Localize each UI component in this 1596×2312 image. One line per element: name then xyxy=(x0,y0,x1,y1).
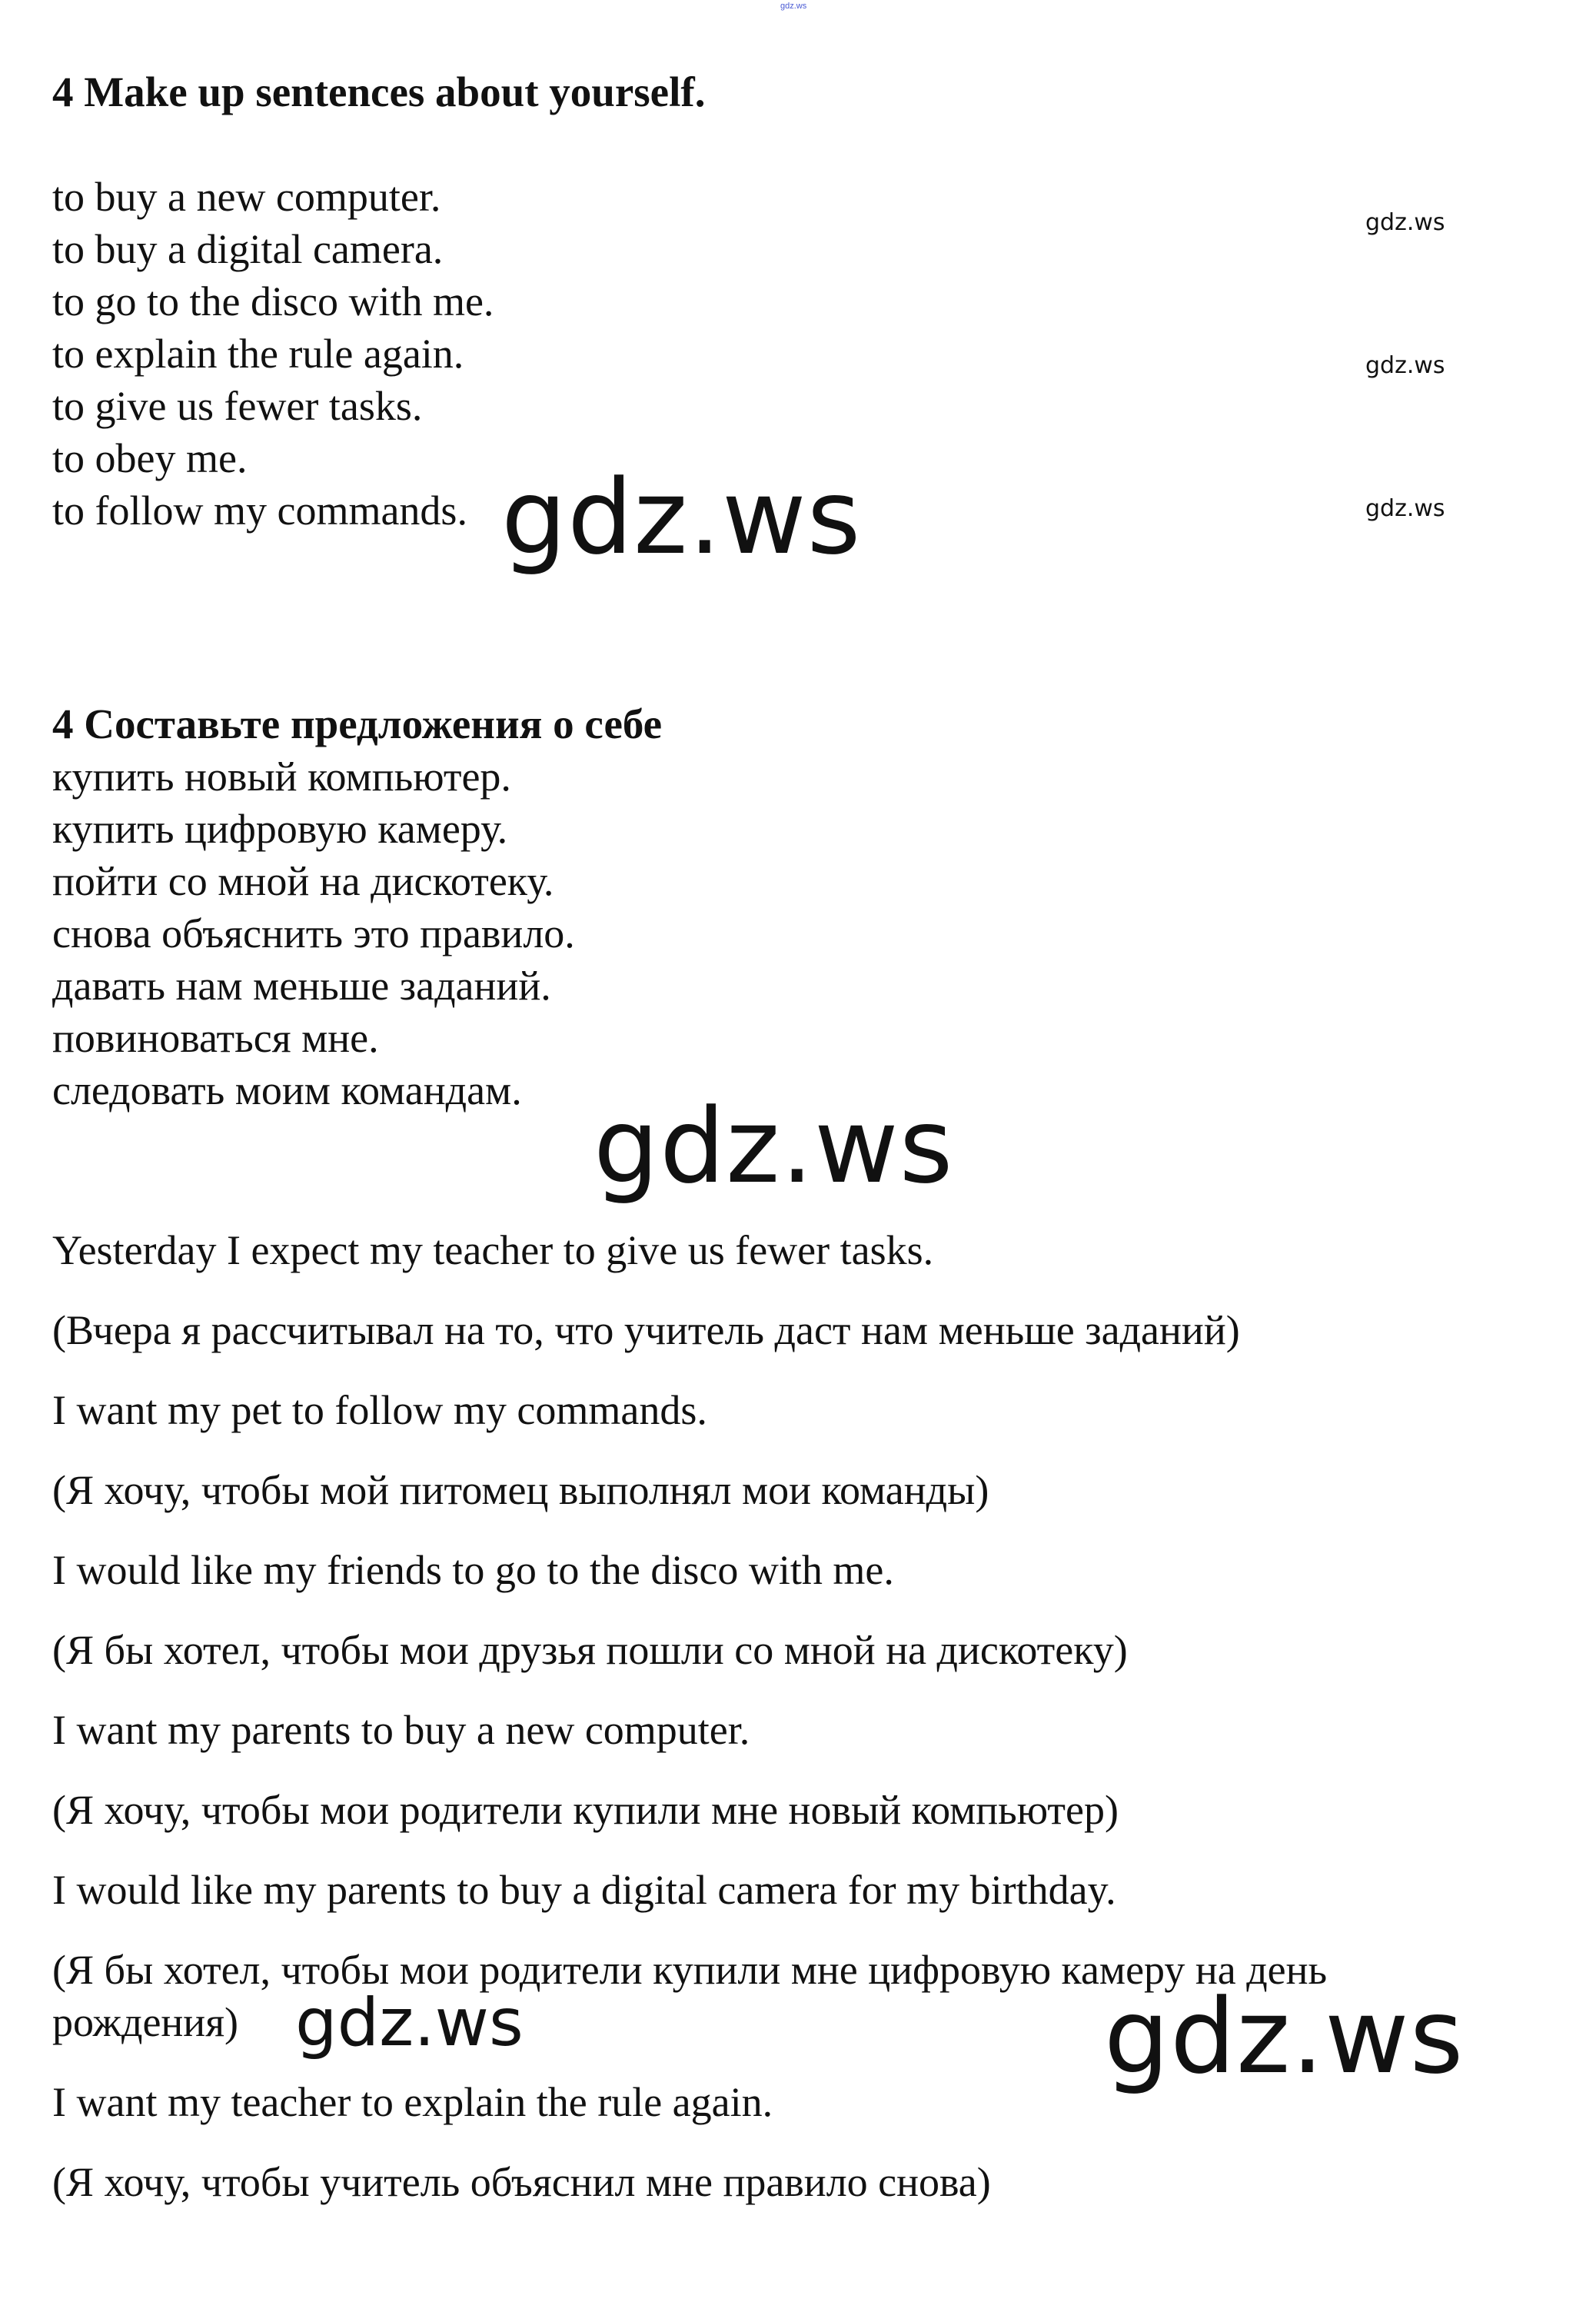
list-item: to buy a digital camera. xyxy=(52,226,444,272)
list-item: to follow my commands. xyxy=(52,487,467,534)
answer-translation: (Я бы хотел, чтобы мои друзья пошли со мной на дискотеку) xyxy=(52,1627,1128,1673)
list-item: to obey me. xyxy=(52,435,248,481)
answer-sentence: I want my pet to follow my commands. xyxy=(52,1387,707,1433)
list-item: to go to the disco with me. xyxy=(52,278,494,324)
answer-sentence: I would like my parents to buy a digital camera for my birthday. xyxy=(52,1867,1116,1913)
exercise-heading-english: 4 Make up sentences about yourself. xyxy=(52,68,706,115)
exercise-heading-russian: 4 Составьте предложения о себе xyxy=(52,700,663,747)
answer-sentence: Yesterday I expect my teacher to give us fewer tasks. xyxy=(52,1227,934,1273)
list-item: купить цифровую камеру. xyxy=(52,806,508,852)
answer-translation: (Вчера я рассчитывал на то, что учитель даст нам меньше заданий) xyxy=(52,1307,1240,1353)
watermark-big: gdz.ws xyxy=(1104,1977,1465,2097)
answer-sentence: I want my teacher to explain the rule again. xyxy=(52,2079,773,2125)
list-item: to buy a new computer. xyxy=(52,174,441,220)
list-item: давать нам меньше заданий. xyxy=(52,963,551,1009)
watermark-tiny: gdz.ws xyxy=(780,2,807,11)
list-item: следовать моим командам. xyxy=(52,1067,522,1113)
answer-sentence: I would like my friends to go to the disco with me. xyxy=(52,1547,894,1593)
list-item: пойти со мной на дискотеку. xyxy=(52,858,554,904)
watermark-side: gdz.ws xyxy=(1365,352,1445,379)
list-item: снова объяснить это правило. xyxy=(52,910,575,956)
russian-phrase-list xyxy=(52,750,575,1116)
list-item: повиноваться мне. xyxy=(52,1015,379,1061)
watermark-mid: gdz.ws xyxy=(295,1984,524,2061)
watermark-side: gdz.ws xyxy=(1365,209,1445,236)
answer-translation: (Я хочу, чтобы мои родители купили мне новый компьютер) xyxy=(52,1787,1119,1833)
list-item: купить новый компьютер. xyxy=(52,753,511,800)
watermark-big: gdz.ws xyxy=(501,457,862,577)
watermark-side: gdz.ws xyxy=(1365,495,1445,522)
answer-sentence: I want my parents to buy a new computer. xyxy=(52,1707,750,1753)
list-item: to explain the rule again. xyxy=(52,331,464,377)
english-phrase-list xyxy=(52,171,494,537)
list-item: to give us fewer tasks. xyxy=(52,383,423,429)
answer-translation: (Я хочу, чтобы учитель объяснил мне правило снова) xyxy=(52,2159,991,2205)
answer-translation: (Я хочу, чтобы мой питомец выполнял мои команды) xyxy=(52,1467,989,1513)
answer-translation: (Я бы хотел, чтобы мои родители купили мне цифровую камеру на день рождения) xyxy=(52,1947,1328,2045)
watermark-big: gdz.ws xyxy=(594,1086,954,1206)
